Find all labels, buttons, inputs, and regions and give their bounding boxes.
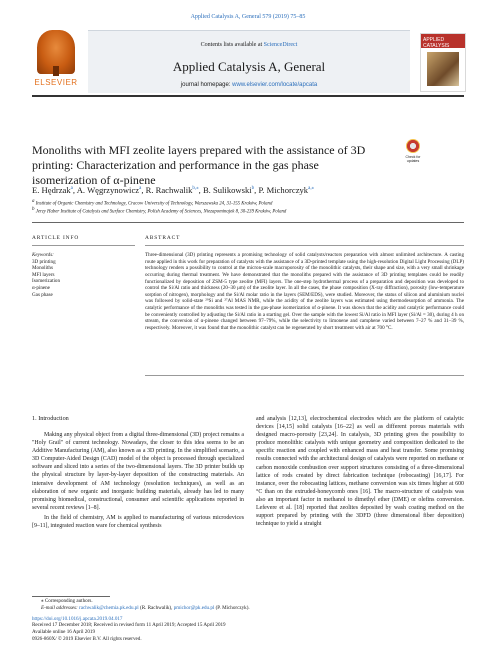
publisher-name: ELSEVIER [34,78,78,87]
corresponding-note: ⁎ Corresponding authors. [41,598,93,604]
keyword-item: Isomerization [32,278,61,285]
body-paragraph: and analysis [12,13], electrochemical electrodes which are the platform of catalytic devices [14,15] solid catalysts [16–22] as well as different porous materials with designed macro-porosity [23,24]. In catalysis, 3D printing gives the possibility to produce monolithic catalysts with unique geometry and composition dedicated to the specific reaction and coupled with enhanced mass and heat transfer. Some promising results connected with the architectural design of catalysts were reported on methane or carbon monoxide combustion over support structures consisting of a three-dimensional lattice of rods created by direct fabrication technique (robocasting) [16,17]. For instance, over the robocasting lattices, methane conversion was six times higher at 600 °C than on the extruded-honeycomb ones [16]. The macro-structure of catalysts was also an important factor in methanol to dimethyl ether (DME) or olefins conversion. Lefevere et al. [18] reported that zeolites deposited by wash coating method on the support prepared by printing with the 3DFD (three dimensional fiber deposition) technique to yield a straight [256,416,464,528]
email-link-michorczyk[interactable]: pmichor@pk.edu.pl [173,604,215,611]
article-info-heading: ARTICLE INFO [32,235,80,241]
abstract-heading: ABSTRACT [145,235,181,241]
article-title: Monoliths with MFI zeolite layers prepared with the assistance of 3D printing: Characterization and performance in the gas phase isomerization of α-pinene [32,143,366,187]
body-column-right [256,415,464,528]
sciencedirect-link[interactable]: ScienceDirect [263,42,298,48]
author-name: P. Michorczyk [258,185,309,195]
received-dates: Received 17 December 2018; Received in revised form 11 April 2019; Accepted 15 April 2019 [32,622,226,629]
introduction-heading: 1. Introduction [32,415,69,422]
keyword-item: α-pinene [32,284,50,291]
author-affiliation-marker[interactable]: a [70,186,73,192]
email-link-rachwalik[interactable]: rachwalik@chemia.pk.edu.pl [79,604,139,611]
journal-cover-thumbnail[interactable] [420,33,466,92]
author-affiliation-marker[interactable]: b,⁎ [192,186,199,192]
body-paragraph: Making any physical object from a digital three-dimensional (3D) project remains a "Holy Grail" of current technology. Nowadays, the closer to this idea seems to be an Additive Manufacturing (AM), also known as a 3D printing. In the simplified scenario, a 3D Computer-Aided Design (CAD) model of the object is processed through specialized software and sliced into a series of the two-dimensional layers. The 3D printer builds up the physical structure by layer-by-layer deposition of the constructing materials. An intensive development of AM technology (resolution techniques), as well as an elaboration of new organic and inorganic building materials, already has led to many promising biomedical, constructional, consumer and scientific applications reported in several recent reviews [1–8]. [32,432,244,511]
email-line: E-mail addresses: rachwalik@chemia.pk.edu.pl (R. Rachwalik), pmichor@pk.edu.pl (P. Michorczyk). [41,604,250,611]
author-affiliation-marker[interactable]: b [251,186,255,192]
keyword-item: 3D printing [32,258,56,265]
body-paragraph: In the field of chemistry, AM is applied to manufacturing of various microdevices [9–11], integrated reaction ware for chemical synthesis [32,514,244,530]
affiliation-a: a Institute of Organic Chemistry and Technology, Cracow University of Technology, Warszawska 24, 31-155 Kraków, Poland [32,199,273,207]
contents-line: Contents lists available at ScienceDirect [200,42,298,48]
homepage-line: journal homepage: www.elsevier.com/locate/apcata [180,82,318,88]
affiliation-b: b Jerzy Haber Institute of Catalysis and Surface Chemistry, Polish Academy of Sciences, Niezapominajek 8, 30-239 Kraków, Poland [32,207,287,215]
section-divider [32,222,464,223]
doi-link[interactable]: https://doi.org/10.1016/j.apcata.2019.04.017 [32,615,123,622]
cover-image [427,52,459,86]
body-column-left [32,431,244,530]
author-affiliation-marker[interactable]: a,⁎ [308,186,315,192]
author-name: E. Hędrzak [32,185,71,195]
elsevier-logo [32,30,80,88]
keyword-item: MFI layers [32,271,55,278]
cover-text: APPLIED CATALYSIS [423,37,450,49]
author-name: B. Sulikowski [202,185,252,195]
author-name: R. Rachwalik [145,185,193,195]
author-affiliation-marker[interactable]: a [139,186,142,192]
abstract-text: Three-dimensional (3D) printing represents a promising technology of solid catalysts/reactors preparation with almost unlimited architecture. A casting route applied in this work for preparation of catalysts with the assistance of a 3D-printed template using the high-resolution Digital Light Processing (DLP) technology renders a possibility to control at the micron-scale macroporosity of the monolithic catalysts, their shape and size, with a very small shrinkage occurring during thermal treatment. We have demonstrated that the monoliths prepared with the assistance of 3D printing templates could be readily functionalized by deposition of ZSM-5 type zeolite (MFI) layers. The one-step hydrothermal process of a preparation and deposition was developed to control the Si/Al ratio and thickness (20–30 μm) of the zeolite layer. In all the cases, the phase composition (X-ray diffraction), porosity (low-temperature sorption of nitrogen), morphology and the Si/Al molar ratio in the layers (SEM/EDS), were studied. Moreover, the status of silicon and aluminium nuclei was followed by solid-state ²⁹Si and ²⁷Al MAS NMR, while the acidity of the zeolite layers was estimated using thermodesorption of ammonia. The catalytic performance of the monoliths was tested in the gas-phase isomerization of α-pinene. It was shown that the acidity and catalytic performance could be conveniently controlled by adjusting the Si/Al ratio in a starting gel. Over the sample with the lowest Si/Al ratio in MFI layer (Si/Al = 30), during 4 h on stream, the conversion of α-pinene changed between 97–79%, while the selectivity to limonene and camphene varied between 7–27 % and 31–39 %, respectively. Moreover, it was found that the monolithic catalyst can be regenerated by short treatment with air at 700 °C. [145,252,464,331]
journal-title: Applied Catalysis A, General [172,59,326,74]
available-online: Available online 16 April 2019 [32,629,95,636]
check-for-updates-badge[interactable]: Check for updates [400,139,426,167]
keyword-item: Monoliths [32,265,53,272]
author-list: E. Hędrzak$^a$, A. Węgrzynowicz$^a$, R. Rachwalik$^{b,⁎}$, B. Sulikowski$^b$, P. Michorczyk$^{a,⁎}$ [32,185,315,195]
crossmark-icon [406,139,420,153]
header-divider [32,95,464,97]
journal-reference[interactable]: Applied Catalysis A, General 579 (2019) 75–85 [190,14,306,20]
keywords-block [32,252,137,298]
keywords-label: Keywords: [32,252,54,258]
author-name: A. Węgrzynowicz [76,185,140,195]
keyword-item: Gas phase [32,291,53,298]
article-footer [32,598,464,643]
copyright: 0926-860X/ © 2019 Elsevier B.V. All rights reserved. [32,635,142,642]
homepage-link[interactable]: www.elsevier.com/locate/apcata [232,82,318,88]
